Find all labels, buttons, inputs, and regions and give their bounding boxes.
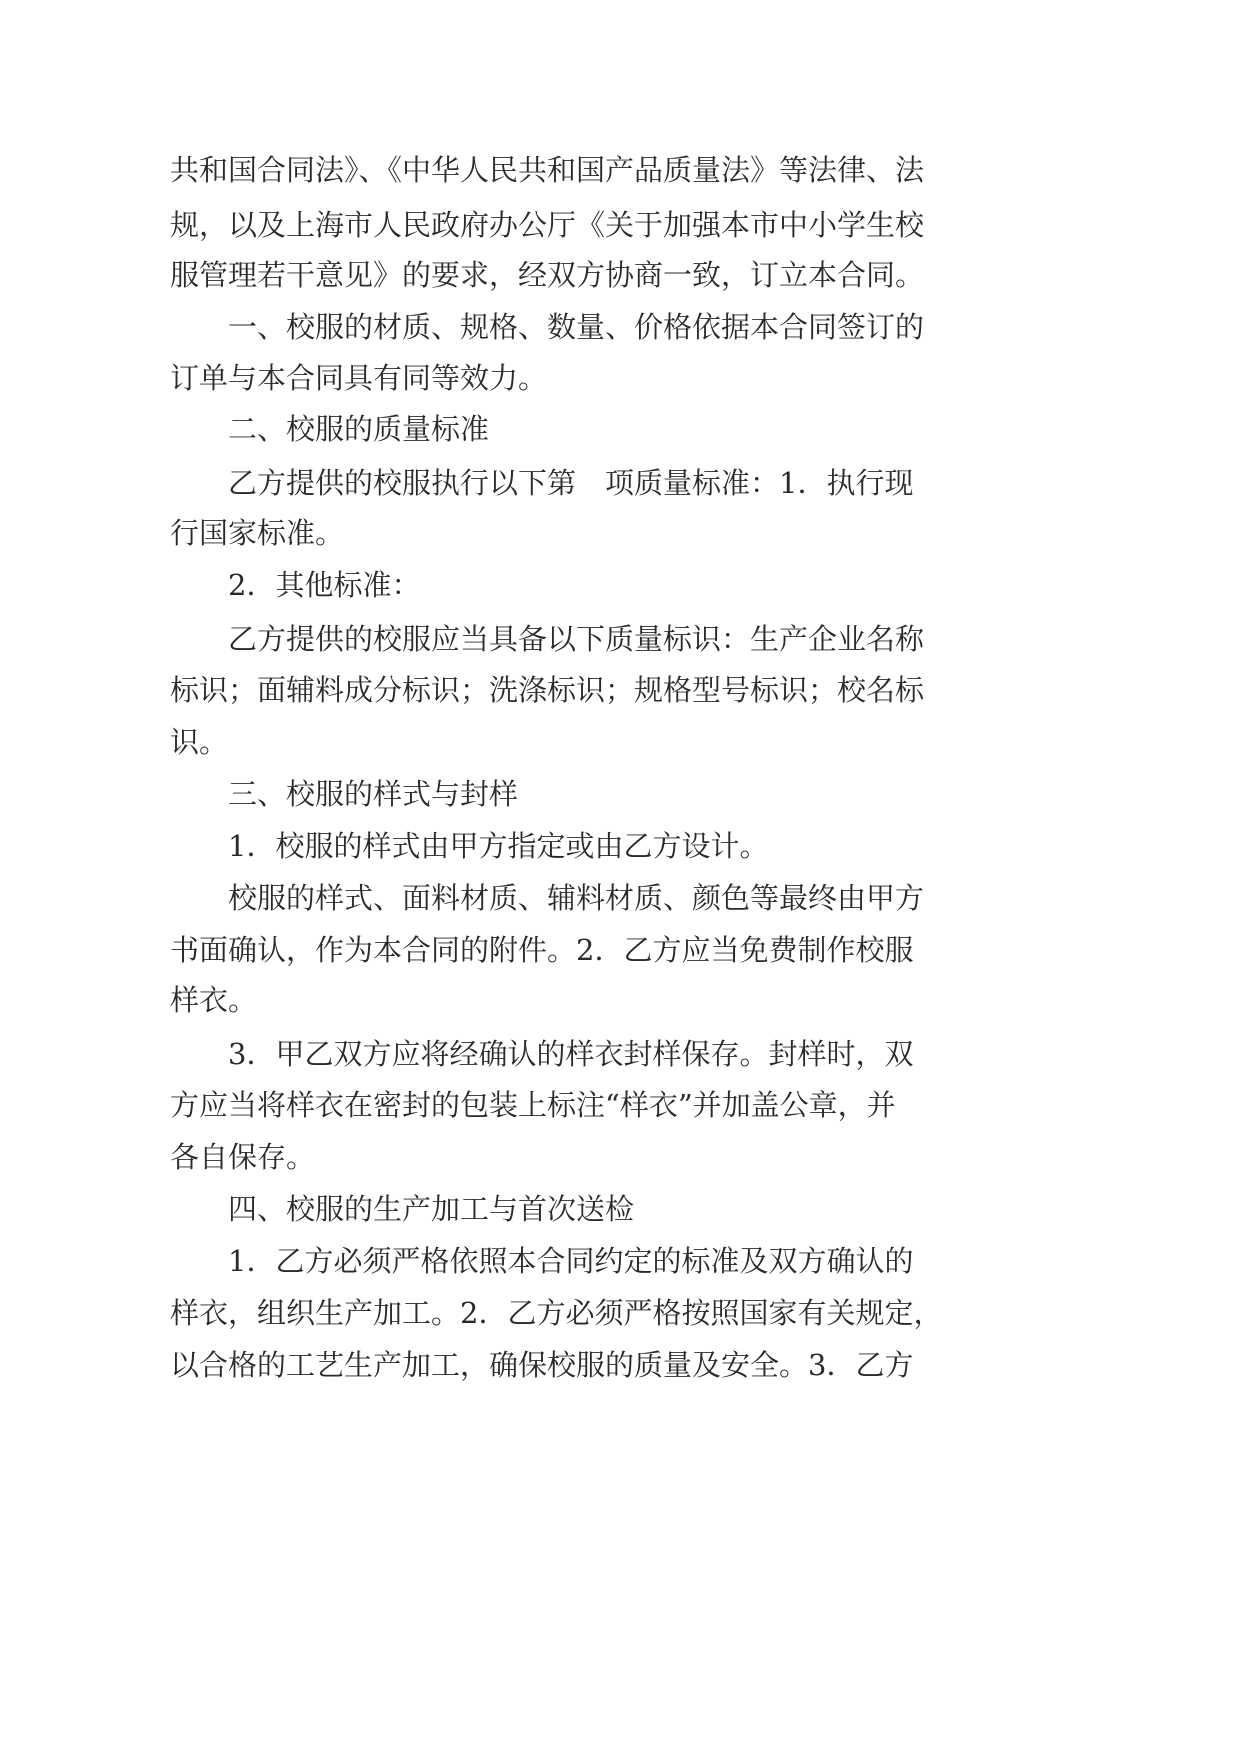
body-line bbox=[0, 868, 1241, 928]
line-text: 1．乙方必须严格依照本合同约定的标准及双方确认的 bbox=[228, 1244, 914, 1278]
line-text: 标识；面辅料成分标识；洗涤标识；规格型号标识；校名标 bbox=[170, 673, 925, 707]
line-text: 一、校服的材质、规格、数量、价格依据本合同签订的 bbox=[228, 310, 925, 344]
line-text: 服管理若干意见》的要求，经双方协商一致，订立本合同。 bbox=[170, 258, 925, 292]
section-heading bbox=[0, 1179, 1241, 1239]
line-text: 订单与本合同具有同等效力。 bbox=[170, 361, 548, 395]
line-text: 以合格的工艺生产加工，确保校服的质量及安全。3．乙方 bbox=[170, 1348, 914, 1382]
line-text: 四、校服的生产加工与首次送检 bbox=[228, 1192, 635, 1226]
line-text: 样衣，组织生产加工。2．乙方必须严格按照国家有关规定， bbox=[170, 1296, 943, 1330]
line-text: 1．校服的样式由甲方指定或由乙方设计。 bbox=[228, 829, 769, 863]
body-line bbox=[0, 1335, 1241, 1395]
line-text: 共和国合同法》、《中华人民共和国产品质量法》等法律、法 bbox=[170, 153, 925, 187]
line-text: 校服的样式、面料材质、辅料材质、颜色等最终由甲方 bbox=[228, 881, 925, 915]
body-line bbox=[0, 1075, 1241, 1135]
body-line bbox=[0, 660, 1241, 720]
section-heading bbox=[0, 764, 1241, 824]
line-text: 方应当将样衣在密封的包装上标注“样衣”并加盖公章，并 bbox=[170, 1088, 896, 1122]
body-line bbox=[0, 712, 1241, 772]
line-text: 书面确认，作为本合同的附件。2．乙方应当免费制作校服 bbox=[170, 933, 914, 967]
line-text: 3．甲乙双方应将经确认的样衣封样保存。封样时，双 bbox=[228, 1037, 914, 1071]
body-line bbox=[0, 140, 1241, 200]
body-line bbox=[0, 970, 1241, 1030]
body-line bbox=[0, 555, 1241, 615]
line-text: 二、校服的质量标准 bbox=[228, 412, 490, 446]
body-line bbox=[0, 816, 1241, 876]
line-text: 各自保存。 bbox=[170, 1140, 316, 1174]
body-line bbox=[0, 1231, 1241, 1291]
line-text: 规，以及上海市人民政府办公厅《关于加强本市中小学生校 bbox=[170, 208, 925, 242]
line-text: 2．其他标准： bbox=[228, 568, 421, 602]
body-line bbox=[0, 1127, 1241, 1187]
line-text: 乙方提供的校服应当具备以下质量标识：生产企业名称 bbox=[228, 622, 925, 656]
line-text: 三、校服的样式与封样 bbox=[228, 777, 519, 811]
line-text: 行国家标准。 bbox=[170, 516, 345, 550]
body-line bbox=[0, 245, 1241, 305]
line-text: 识。 bbox=[170, 725, 229, 759]
line-text: 样衣。 bbox=[170, 983, 258, 1017]
body-line bbox=[0, 1283, 1241, 1343]
body-line bbox=[0, 503, 1241, 563]
line-text: 乙方提供的校服执行以下第 项质量标准：1．执行现 bbox=[228, 466, 914, 500]
section-heading bbox=[0, 399, 1241, 459]
